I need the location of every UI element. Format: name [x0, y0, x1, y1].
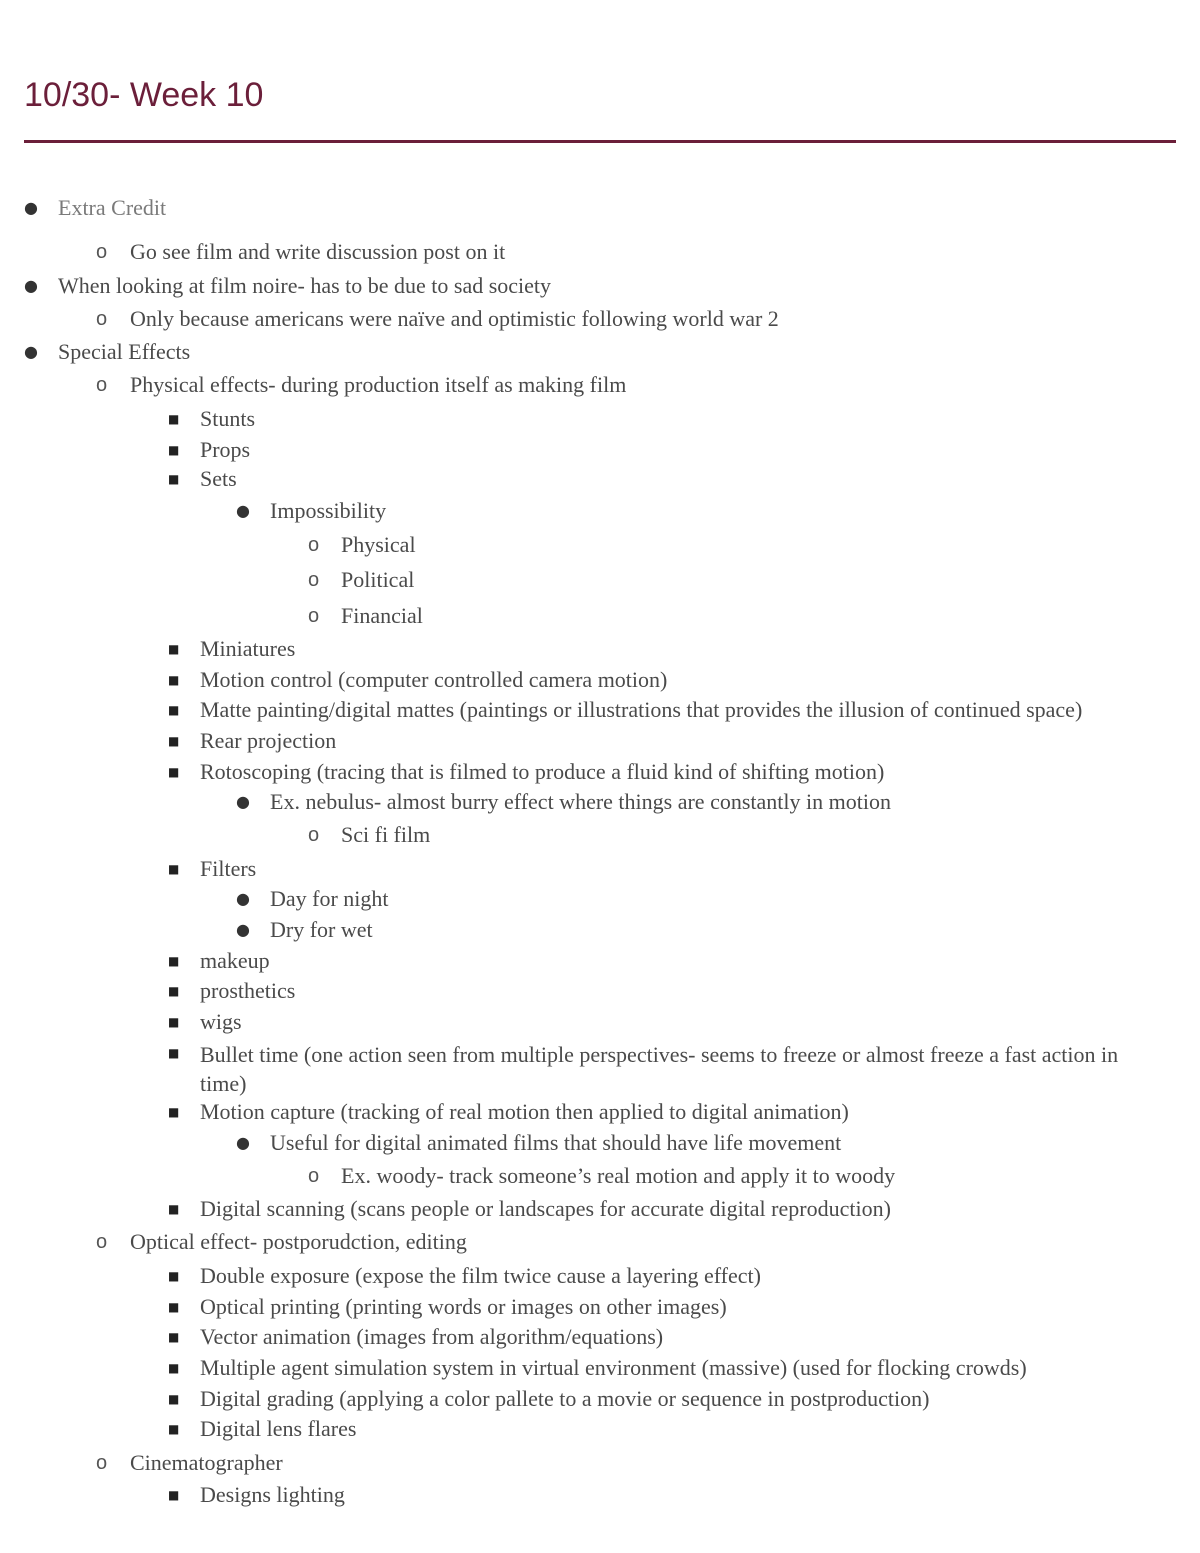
circle-bullet-icon: o [308, 1165, 320, 1187]
circle-bullet-icon: o [96, 308, 108, 330]
square-bullet-icon: ■ [168, 954, 180, 968]
square-bullet-icon: ■ [168, 1202, 180, 1216]
list-item: Impossibility [270, 498, 387, 523]
square-bullet-icon: ■ [168, 1392, 180, 1406]
list-item: prosthetics [200, 978, 296, 1003]
list-item: Physical effects- during production itself as making film [130, 372, 627, 397]
list-item: Bullet time (one action seen from multiple perspectives- seems to freeze or almost freeze a fast action in time) [200, 1042, 1119, 1096]
list-item: Only because americans were naïve and optimistic following world war 2 [130, 306, 779, 331]
list-item: Political [341, 567, 415, 592]
list-item: Sets [200, 466, 237, 491]
list-item: Stunts [200, 406, 256, 431]
list-item: Financial [341, 603, 423, 628]
list-item: Rear projection [200, 728, 337, 753]
list-item: Designs lighting [200, 1482, 345, 1507]
list-item: Special Effects [58, 339, 191, 364]
list-item: Multiple agent simulation system in virtual environment (massive) (used for flocking crowds) [200, 1355, 1027, 1380]
list-item: Dry for wet [270, 917, 373, 942]
square-bullet-icon: ■ [168, 412, 180, 426]
list-item: Ex. nebulus- almost burry effect where things are constantly in motion [270, 789, 891, 814]
list-item: Digital scanning (scans people or landscapes for accurate digital reproduction) [200, 1196, 891, 1221]
list-item: Filters [200, 856, 257, 881]
disc-bullet-icon: ● [236, 1133, 250, 1152]
list-item: Motion control (computer controlled camera motion) [200, 667, 668, 692]
list-item: wigs [200, 1009, 242, 1034]
circle-bullet-icon: o [96, 241, 108, 263]
square-bullet-icon: ■ [168, 703, 180, 717]
list-item: When looking at film noire- has to be due to sad society [58, 273, 552, 298]
list-item: Sci fi film [341, 822, 431, 847]
disc-bullet-icon: ● [236, 501, 250, 520]
list-item: Optical effect- postporudction, editing [130, 1229, 467, 1254]
square-bullet-icon: ■ [168, 984, 180, 998]
list-item: Day for night [270, 886, 389, 911]
disc-bullet-icon: ● [236, 920, 250, 939]
list-item: Go see film and write discussion post on it [130, 239, 506, 264]
square-bullet-icon: ■ [168, 1330, 180, 1344]
circle-bullet-icon: o [308, 569, 320, 591]
square-bullet-icon: ■ [168, 443, 180, 457]
list-item: Matte painting/digital mattes (paintings or illustrations that provides the illusion of continued space) [200, 697, 1083, 722]
list-item: Rotoscoping (tracing that is filmed to produce a fluid kind of shifting motion) [200, 759, 885, 784]
list-item: Useful for digital animated films that should have life movement [270, 1130, 842, 1155]
square-bullet-icon: ■ [168, 472, 180, 486]
circle-bullet-icon: o [308, 534, 320, 556]
list-item: Digital lens flares [200, 1416, 357, 1441]
circle-bullet-icon: o [96, 374, 108, 396]
square-bullet-icon: ■ [168, 765, 180, 779]
circle-bullet-icon: o [96, 1452, 108, 1474]
list-item: Digital grading (applying a color pallete to a movie or sequence in postproduction) [200, 1386, 930, 1411]
disc-bullet-icon: ● [24, 342, 38, 361]
list-item: Ex. woody- track someone’s real motion and apply it to woody [341, 1163, 896, 1188]
square-bullet-icon: ■ [168, 1046, 180, 1060]
square-bullet-icon: ■ [168, 734, 180, 748]
list-item: Motion capture (tracking of real motion then applied to digital animation) [200, 1099, 849, 1124]
disc-bullet-icon: ● [24, 198, 38, 217]
circle-bullet-icon: o [308, 605, 320, 627]
disc-bullet-icon: ● [24, 276, 38, 295]
square-bullet-icon: ■ [168, 1105, 180, 1119]
list-item: Vector animation (images from algorithm/equations) [200, 1324, 664, 1349]
disc-bullet-icon: ● [236, 792, 250, 811]
circle-bullet-icon: o [96, 1231, 108, 1253]
square-bullet-icon: ■ [168, 862, 180, 876]
page-title: 10/30- Week 10 [24, 76, 264, 114]
disc-bullet-icon: ● [236, 889, 250, 908]
square-bullet-icon: ■ [168, 1361, 180, 1375]
square-bullet-icon: ■ [168, 642, 180, 656]
list-item: Extra Credit [58, 195, 167, 220]
circle-bullet-icon: o [308, 824, 320, 846]
square-bullet-icon: ■ [168, 1300, 180, 1314]
list-item: Double exposure (expose the film twice cause a layering effect) [200, 1263, 761, 1288]
list-item: Miniatures [200, 636, 296, 661]
list-item: makeup [200, 948, 270, 973]
square-bullet-icon: ■ [168, 673, 180, 687]
list-item: Optical printing (printing words or images on other images) [200, 1294, 727, 1319]
square-bullet-icon: ■ [168, 1488, 180, 1502]
square-bullet-icon: ■ [168, 1015, 180, 1029]
list-item: Physical [341, 532, 416, 557]
square-bullet-icon: ■ [168, 1269, 180, 1283]
list-item: Props [200, 437, 251, 462]
title-divider [24, 140, 1176, 143]
list-item: Cinematographer [130, 1450, 283, 1475]
square-bullet-icon: ■ [168, 1422, 180, 1436]
